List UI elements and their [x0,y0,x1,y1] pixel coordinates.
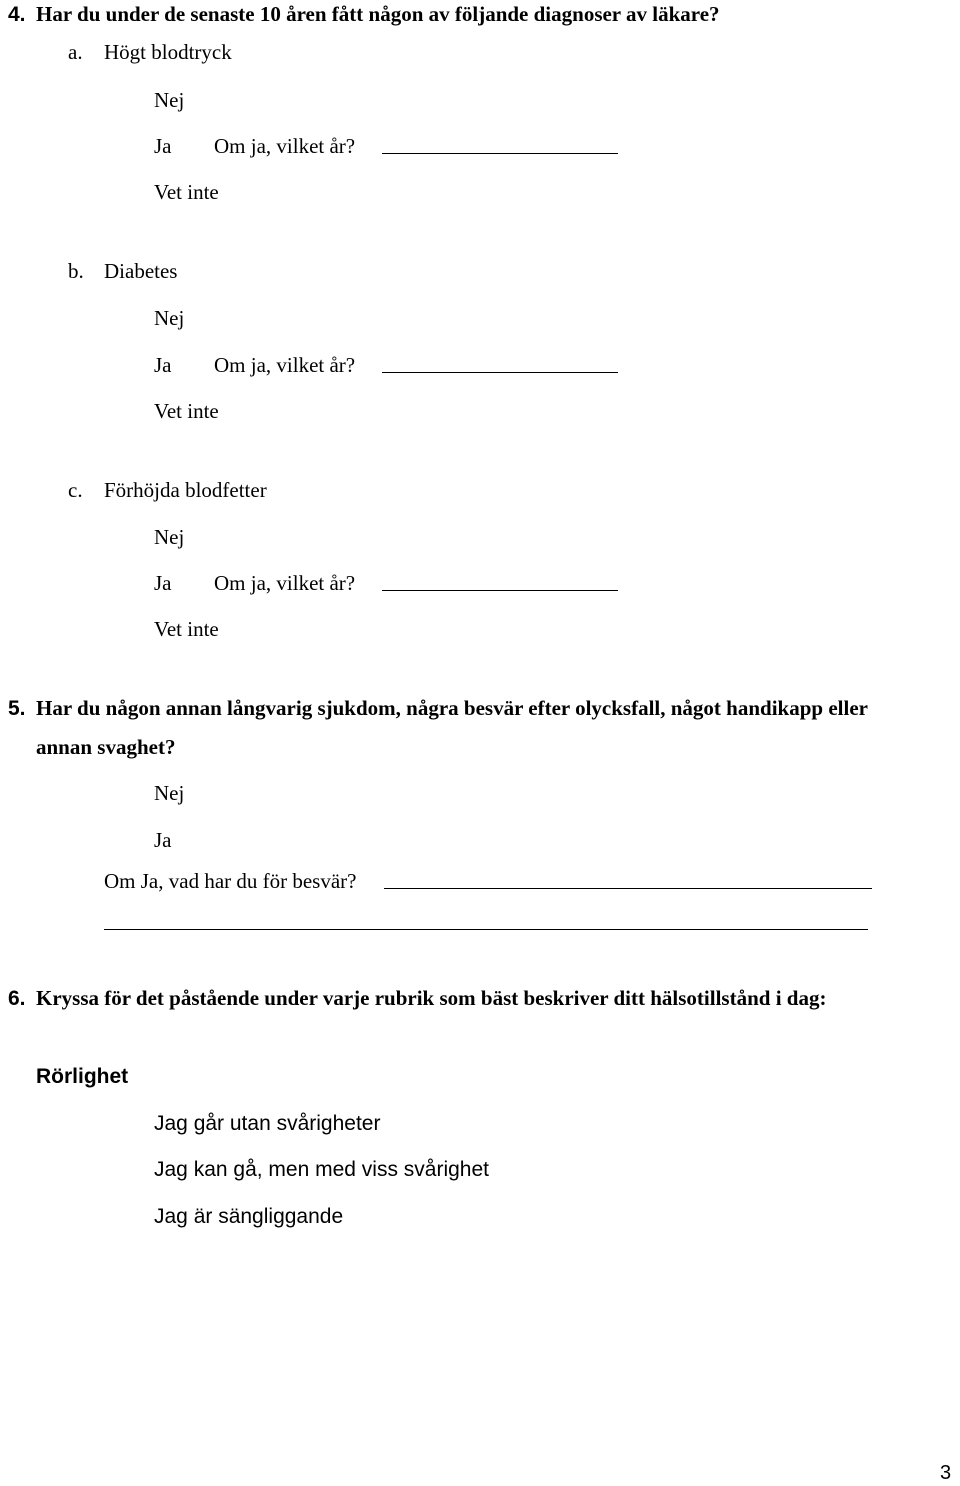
q4b-option-unknown[interactable]: Vet inte [154,399,219,423]
q5-number: 5. [8,697,26,720]
q5-complaint-input-line2[interactable] [104,929,868,930]
q5-option-yes[interactable]: Ja [154,828,172,852]
q5-question-line2: annan svaghet? [36,735,176,759]
q4b-option-yes[interactable]: Ja [154,353,172,377]
q4c-letter: c. [68,478,83,502]
q6-number: 6. [8,987,26,1010]
q4c-option-yes[interactable]: Ja [154,571,172,595]
q4a-letter: a. [68,40,83,64]
q4-question: Har du under de senaste 10 åren fått någon av följande diagnoser av läkare? [36,2,720,26]
q5-option-no[interactable]: Nej [154,781,185,805]
q4b-year-input[interactable] [382,372,618,373]
q4a-year-input[interactable] [382,153,618,154]
q4a-label: Högt blodtryck [104,40,232,64]
q4c-option-unknown[interactable]: Vet inte [154,617,219,641]
q4b-year-label: Om ja, vilket år? [214,353,356,377]
q5-complaint-input-line1[interactable] [384,888,872,889]
q4b-letter: b. [68,259,84,283]
q4a-option-unknown[interactable]: Vet inte [154,180,219,204]
q5-complaint-label: Om Ja, vad har du för besvär? [104,869,357,893]
q4a-option-no[interactable]: Nej [154,88,185,112]
q4-number: 4. [8,3,26,26]
q6-option-1[interactable]: Jag går utan svårigheter [154,1112,381,1135]
page-number: 3 [940,1462,952,1484]
q4a-year-label: Om ja, vilket år? [214,134,356,158]
q6-section-heading: Rörlighet [36,1065,129,1088]
q6-option-2[interactable]: Jag kan gå, men med viss svårighet [154,1158,489,1181]
q4b-option-no[interactable]: Nej [154,306,185,330]
q6-question: Kryssa för det påstående under varje rubrik som bäst beskriver ditt hälsotillstånd i dag: [36,986,827,1010]
q4c-label: Förhöjda blodfetter [104,478,267,502]
q4b-label: Diabetes [104,259,178,283]
q4c-option-no[interactable]: Nej [154,525,185,549]
q4c-year-input[interactable] [382,590,618,591]
q5-question-line1: Har du någon annan långvarig sjukdom, några besvär efter olycksfall, något handikapp eller [36,696,868,720]
q4c-year-label: Om ja, vilket år? [214,571,356,595]
q6-option-3[interactable]: Jag är sängliggande [154,1205,344,1228]
q4a-option-yes[interactable]: Ja [154,134,172,158]
